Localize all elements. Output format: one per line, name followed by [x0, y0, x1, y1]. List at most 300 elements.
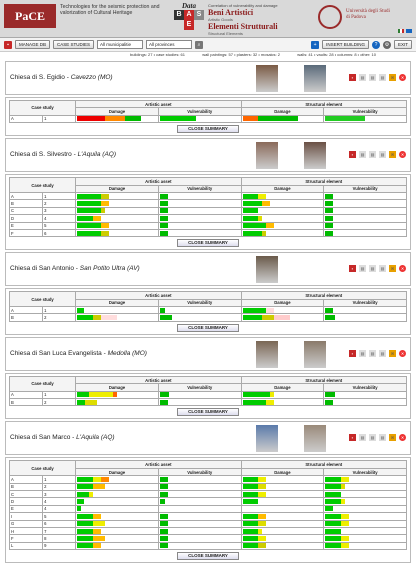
damage-cell — [76, 200, 159, 207]
vulnerability-cell — [158, 200, 241, 207]
summary-panel — [5, 457, 411, 563]
mail-icon[interactable]: ✉ — [390, 350, 395, 356]
vulnerability-cell — [324, 314, 407, 321]
table-row[interactable] — [10, 207, 407, 214]
building-location: L'Aquila (AQ) — [77, 151, 117, 159]
close-summary-button[interactable]: CLOSE SUMMARY — [177, 125, 239, 133]
table-row[interactable] — [10, 505, 407, 512]
damage-cell — [241, 476, 324, 483]
header-structural-element: Structural element — [241, 292, 406, 299]
damage-cell — [241, 192, 324, 199]
damage-cell — [76, 115, 159, 122]
table-row[interactable] — [10, 535, 407, 542]
vulnerability-cell — [324, 542, 407, 549]
vulnerability-bar — [160, 208, 240, 213]
header-damage: Damage — [76, 185, 159, 192]
building-photo[interactable] — [256, 425, 278, 452]
damage-bar — [77, 392, 157, 397]
vulnerability-cell — [324, 505, 407, 512]
table-row[interactable] — [10, 200, 407, 207]
provinces-select[interactable]: All provinces — [146, 40, 192, 49]
building-card — [5, 421, 411, 455]
vulnerability-cell — [324, 192, 407, 199]
building-church-name: Chiesa di San Antonio - — [10, 265, 80, 273]
header-damage: Damage — [241, 468, 324, 475]
municipality-select[interactable]: All municipalitie — [97, 40, 143, 49]
building-name[interactable] — [10, 434, 115, 441]
damage-cell — [241, 200, 324, 207]
flag-icon[interactable]: ▪ — [349, 350, 356, 357]
case-number: 1 — [43, 192, 76, 199]
case-letter: A — [10, 115, 43, 122]
damage-cell — [76, 527, 159, 534]
damage-cell — [76, 513, 159, 520]
table-row[interactable] — [10, 314, 407, 321]
vulnerability-bar — [325, 506, 405, 511]
building-card — [5, 337, 411, 371]
damage-cell — [241, 513, 324, 520]
summary-panel — [5, 174, 411, 250]
stats-bar — [0, 52, 416, 59]
building-name[interactable] — [10, 74, 113, 81]
damage-bar — [77, 194, 157, 199]
vulnerability-cell — [324, 391, 407, 398]
vulnerability-cell — [324, 200, 407, 207]
header-case-study: Case study — [10, 461, 76, 476]
table-row[interactable] — [10, 391, 407, 398]
damage-bar — [243, 208, 323, 213]
project-line1-sub: Artistic Goods — [208, 17, 233, 22]
damage-cell — [76, 498, 159, 505]
project-line1: Beni Artistici — [208, 8, 254, 17]
vulnerability-bar — [325, 484, 405, 489]
pdf-icon[interactable]: ▤ — [360, 152, 365, 158]
damage-cell — [241, 399, 324, 406]
damage-cell — [241, 505, 324, 512]
vulnerability-bar — [160, 492, 240, 497]
header-damage: Damage — [76, 468, 159, 475]
table-row[interactable] — [10, 229, 407, 236]
pdf2-icon[interactable]: ▤ — [370, 152, 375, 158]
vulnerability-cell — [324, 229, 407, 236]
summary-table — [9, 100, 407, 123]
vulnerability-cell — [158, 505, 241, 512]
building-card — [5, 61, 411, 95]
manage-db-button[interactable]: MANAGE DB — [15, 40, 50, 49]
database-logo — [174, 2, 204, 30]
vulnerability-bar — [160, 308, 240, 313]
mail-icon[interactable]: ✉ — [390, 435, 395, 441]
vulnerability-bar — [325, 208, 405, 213]
header-vulnerability: Vulnerability — [324, 299, 407, 306]
damage-bar — [243, 477, 323, 482]
header-case-study: Case study — [10, 101, 76, 116]
flag-uk-icon[interactable] — [406, 29, 412, 33]
table-row[interactable] — [10, 115, 407, 122]
building-photo-2[interactable] — [304, 142, 326, 169]
header-structural-element: Structural element — [241, 178, 406, 185]
header-vulnerability: Vulnerability — [158, 468, 241, 475]
case-letter: E — [10, 505, 43, 512]
vulnerability-cell — [324, 115, 407, 122]
building-location: San Potito Ultra (AV) — [79, 265, 140, 273]
header-structural-element: Structural element — [241, 101, 406, 108]
vulnerability-cell — [158, 115, 241, 122]
stats-buildings: buildings: 27 • case studies: 61 — [130, 52, 185, 57]
damage-cell — [241, 207, 324, 214]
case-number: 2 — [43, 483, 76, 490]
vulnerability-cell — [158, 542, 241, 549]
header-vulnerability: Vulnerability — [158, 185, 241, 192]
building-photo[interactable] — [256, 142, 278, 169]
case-letter: A — [10, 476, 43, 483]
summary-table — [9, 291, 407, 322]
damage-bar — [77, 231, 157, 236]
building-location: L'Aquila (AQ) — [76, 434, 115, 442]
delete-icon[interactable]: ✕ — [400, 435, 405, 441]
vulnerability-bar — [325, 514, 405, 519]
vulnerability-bar — [325, 116, 405, 121]
close-summary-button[interactable]: CLOSE SUMMARY — [177, 552, 239, 560]
damage-bar — [77, 529, 157, 534]
vulnerability-cell — [324, 513, 407, 520]
vulnerability-bar — [160, 529, 240, 534]
language-flags — [398, 29, 412, 33]
building-card — [5, 138, 411, 172]
pdf2-icon[interactable]: ▤ — [370, 435, 375, 441]
damage-cell — [76, 229, 159, 236]
damage-cell — [241, 115, 324, 122]
damage-cell — [241, 314, 324, 321]
header-vulnerability: Vulnerability — [158, 108, 241, 115]
header-case-study: Case study — [10, 292, 76, 307]
pdf-icon[interactable]: ▤ — [360, 435, 365, 441]
damage-cell — [76, 307, 159, 314]
table-row[interactable] — [10, 222, 407, 229]
vulnerability-bar — [325, 216, 405, 221]
project-line2-sub: Structural Elements — [208, 31, 243, 36]
damage-cell — [76, 542, 159, 549]
damage-bar — [243, 194, 323, 199]
vulnerability-bar — [160, 543, 240, 548]
case-number: 4 — [43, 215, 76, 222]
header-damage: Damage — [76, 108, 159, 115]
vulnerability-cell — [158, 520, 241, 527]
building-photo-2[interactable] — [304, 425, 326, 452]
case-number: 5 — [43, 513, 76, 520]
vulnerability-bar — [160, 216, 240, 221]
vulnerability-bar — [325, 477, 405, 482]
pdf-icon[interactable]: ▤ — [360, 75, 365, 80]
damage-bar — [77, 506, 157, 511]
building-name[interactable] — [10, 265, 140, 272]
vulnerability-bar — [160, 116, 240, 121]
building-photo[interactable] — [256, 65, 278, 92]
damage-cell — [76, 505, 159, 512]
delete-icon[interactable]: ✕ — [400, 75, 405, 80]
case-number: 2 — [43, 399, 76, 406]
header-vulnerability: Vulnerability — [324, 108, 407, 115]
damage-bar — [243, 529, 323, 534]
vulnerability-bar — [325, 499, 405, 504]
table-row[interactable] — [10, 307, 407, 314]
db-icon: ▪ — [4, 41, 12, 49]
close-summary-button[interactable]: CLOSE SUMMARY — [177, 324, 239, 332]
pdf3-icon[interactable]: ▤ — [380, 435, 385, 441]
damage-cell — [76, 490, 159, 497]
damage-bar — [243, 543, 323, 548]
pdf-icon[interactable]: ▤ — [360, 350, 365, 356]
flag-icon[interactable]: ▪ — [349, 151, 356, 158]
db-tile-b: B — [174, 10, 184, 20]
pdf3-icon[interactable]: ▤ — [380, 75, 385, 80]
case-letter: F — [10, 535, 43, 542]
vulnerability-bar — [325, 315, 405, 320]
vulnerability-cell — [324, 498, 407, 505]
header-banner — [0, 0, 416, 38]
damage-bar — [77, 499, 157, 504]
vulnerability-bar — [160, 506, 240, 511]
pdf2-icon[interactable]: ▤ — [370, 350, 375, 356]
damage-cell — [76, 399, 159, 406]
damage-cell — [76, 520, 159, 527]
summary-panel — [5, 288, 411, 335]
pdf3-icon[interactable]: ▤ — [380, 266, 385, 272]
header-artistic-asset: Artistic asset — [76, 178, 241, 185]
header-vulnerability: Vulnerability — [158, 384, 241, 391]
university-seal-icon — [318, 5, 342, 29]
damage-bar — [243, 116, 323, 121]
table-row[interactable] — [10, 520, 407, 527]
search-icon[interactable]: ⌕ — [195, 41, 203, 49]
damage-cell — [76, 192, 159, 199]
case-letter: A — [10, 307, 43, 314]
case-number: 4 — [43, 498, 76, 505]
damage-cell — [241, 222, 324, 229]
flag-icon[interactable]: ▪ — [349, 265, 356, 272]
pdf-icon[interactable]: ▤ — [360, 266, 365, 272]
header-case-study: Case study — [10, 178, 76, 193]
header-structural-element: Structural element — [241, 461, 406, 468]
vulnerability-cell — [158, 314, 241, 321]
damage-bar — [243, 223, 323, 228]
table-row[interactable] — [10, 215, 407, 222]
case-letter: D — [10, 498, 43, 505]
vulnerability-bar — [325, 521, 405, 526]
case-letter: H — [10, 527, 43, 534]
vulnerability-cell — [324, 399, 407, 406]
vulnerability-bar — [160, 499, 240, 504]
damage-cell — [76, 222, 159, 229]
table-row[interactable] — [10, 498, 407, 505]
vulnerability-cell — [324, 490, 407, 497]
header-structural-element: Structural element — [241, 376, 406, 383]
stats-structural: walls: 41 • vaults: 28 • columns: 8 • other: 10 — [297, 52, 376, 57]
case-number: 1 — [43, 307, 76, 314]
stats-artistic: wall paintings: 57 • plasters: 32 • mosaics: 2 — [202, 52, 281, 57]
case-letter: B — [10, 399, 43, 406]
summary-table — [9, 460, 407, 550]
flag-icon[interactable]: ▪ — [349, 434, 356, 441]
vulnerability-cell — [324, 222, 407, 229]
damage-bar — [77, 216, 157, 221]
pdf3-icon[interactable]: ▤ — [380, 152, 385, 158]
vulnerability-cell — [158, 483, 241, 490]
case-studies-button[interactable]: CASE STUDIES — [53, 40, 94, 49]
vulnerability-bar — [325, 231, 405, 236]
damage-cell — [76, 207, 159, 214]
table-row[interactable] — [10, 476, 407, 483]
pace-logo: PaCE — [4, 4, 56, 28]
delete-icon[interactable]: ✕ — [400, 152, 405, 158]
header-damage: Damage — [241, 108, 324, 115]
flag-italy-icon[interactable] — [398, 29, 404, 33]
table-row[interactable] — [10, 483, 407, 490]
building-actions — [349, 151, 406, 158]
damage-bar — [243, 492, 323, 497]
damage-cell — [241, 520, 324, 527]
vulnerability-bar — [160, 521, 240, 526]
case-number: 1 — [43, 391, 76, 398]
vulnerability-bar — [325, 223, 405, 228]
case-number: 5 — [43, 222, 76, 229]
damage-bar — [243, 514, 323, 519]
vulnerability-bar — [325, 492, 405, 497]
vulnerability-cell — [158, 229, 241, 236]
case-number: 2 — [43, 200, 76, 207]
table-row[interactable] — [10, 527, 407, 534]
vulnerability-bar — [325, 529, 405, 534]
damage-bar — [77, 116, 157, 121]
building-photo[interactable] — [256, 341, 278, 368]
insert-building-button[interactable]: INSERT BUILDING — [322, 40, 369, 49]
building-church-name: Chiesa di San Luca Evangelista - — [10, 349, 108, 357]
building-photo[interactable] — [256, 256, 278, 283]
vulnerability-bar — [160, 477, 240, 482]
vulnerability-cell — [158, 527, 241, 534]
damage-bar — [243, 392, 323, 397]
mail-icon[interactable]: ✉ — [390, 152, 395, 158]
case-number: 1 — [43, 476, 76, 483]
summary-table — [9, 376, 407, 407]
vulnerability-bar — [325, 536, 405, 541]
case-letter: B — [10, 314, 43, 321]
header-damage: Damage — [241, 384, 324, 391]
damage-bar — [77, 521, 157, 526]
case-letter: G — [10, 520, 43, 527]
header-artistic-asset: Artistic asset — [76, 376, 241, 383]
db-tile-a: A — [184, 10, 194, 20]
pdf2-icon[interactable]: ▤ — [370, 266, 375, 272]
vulnerability-cell — [158, 222, 241, 229]
case-letter: A — [10, 391, 43, 398]
close-summary-button[interactable]: CLOSE SUMMARY — [177, 408, 239, 416]
case-number: 8 — [43, 535, 76, 542]
case-number: 4 — [43, 505, 76, 512]
header-damage: Damage — [76, 299, 159, 306]
damage-cell — [241, 498, 324, 505]
vulnerability-cell — [158, 192, 241, 199]
building-church-name: Chiesa di San Marco - — [10, 434, 77, 442]
toolbar — [0, 38, 416, 52]
settings-icon[interactable]: ⚙ — [384, 41, 390, 48]
insert-icon: + — [311, 41, 319, 49]
vulnerability-bar — [325, 201, 405, 206]
damage-bar — [243, 201, 323, 206]
damage-bar — [77, 536, 157, 541]
damage-bar — [77, 514, 157, 519]
header-vulnerability: Vulnerability — [324, 384, 407, 391]
building-photo-2[interactable] — [304, 341, 326, 368]
project-title — [208, 3, 308, 36]
case-number: 9 — [43, 542, 76, 549]
vulnerability-cell — [158, 476, 241, 483]
help-icon[interactable]: ? — [372, 41, 380, 49]
pdf2-icon[interactable]: ▤ — [370, 75, 375, 80]
pdf3-icon[interactable]: ▤ — [380, 350, 385, 356]
header-artistic-asset: Artistic asset — [76, 292, 241, 299]
case-number: 2 — [43, 314, 76, 321]
vulnerability-cell — [324, 535, 407, 542]
vulnerability-bar — [325, 400, 405, 405]
table-row[interactable] — [10, 192, 407, 199]
exit-button[interactable]: EXIT — [394, 40, 412, 49]
vulnerability-bar — [160, 223, 240, 228]
vulnerability-bar — [160, 514, 240, 519]
vulnerability-cell — [158, 498, 241, 505]
building-name[interactable] — [10, 350, 147, 357]
table-row[interactable] — [10, 513, 407, 520]
damage-bar — [77, 315, 157, 320]
building-name[interactable] — [10, 151, 116, 158]
table-row[interactable] — [10, 542, 407, 549]
delete-icon[interactable]: ✕ — [400, 350, 405, 356]
damage-bar — [243, 484, 323, 489]
vulnerability-cell — [324, 307, 407, 314]
case-letter: C — [10, 207, 43, 214]
damage-cell — [76, 391, 159, 398]
vulnerability-bar — [160, 315, 240, 320]
case-letter: I — [10, 513, 43, 520]
building-actions — [349, 74, 406, 81]
damage-bar — [243, 521, 323, 526]
mail-icon[interactable]: ✉ — [390, 266, 395, 272]
case-number: 6 — [43, 520, 76, 527]
table-row[interactable] — [10, 490, 407, 497]
mail-icon[interactable]: ✉ — [390, 75, 395, 80]
vulnerability-bar — [160, 484, 240, 489]
vulnerability-bar — [325, 392, 405, 397]
university-name: Università degli Studi di Padova — [346, 9, 390, 20]
header-damage: Damage — [241, 299, 324, 306]
close-summary-button[interactable]: CLOSE SUMMARY — [177, 239, 239, 247]
header-artistic-asset: Artistic asset — [76, 101, 241, 108]
building-photo-2[interactable] — [304, 65, 326, 92]
building-actions — [349, 350, 406, 357]
case-letter: A — [10, 192, 43, 199]
flag-icon[interactable]: ▪ — [349, 74, 356, 81]
damage-cell — [76, 483, 159, 490]
case-letter: L — [10, 542, 43, 549]
table-row[interactable] — [10, 399, 407, 406]
damage-cell — [241, 215, 324, 222]
damage-bar — [77, 208, 157, 213]
delete-icon[interactable]: ✕ — [400, 266, 405, 272]
project-line2: Elementi Strutturali — [208, 22, 278, 31]
vulnerability-bar — [160, 194, 240, 199]
building-card — [5, 252, 411, 286]
damage-cell — [241, 527, 324, 534]
